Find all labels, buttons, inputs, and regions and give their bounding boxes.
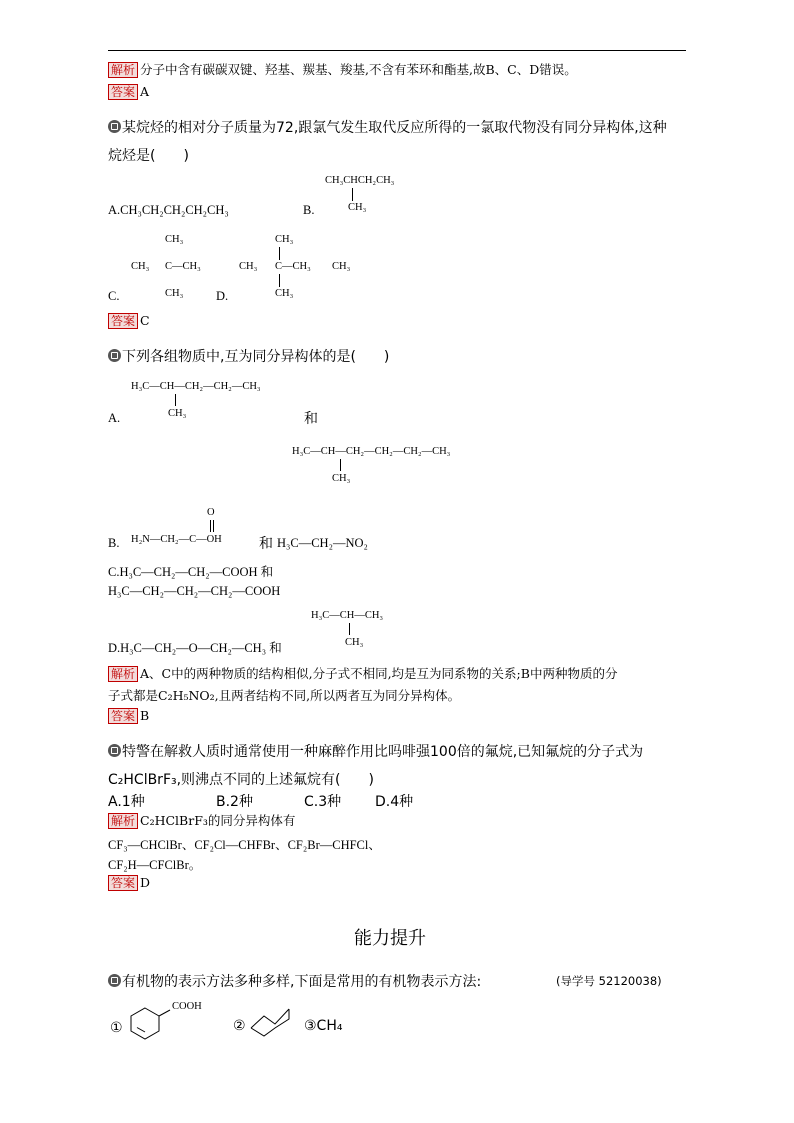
option-c-left: CH₃: [131, 261, 150, 272]
bond-line: [279, 274, 280, 287]
analysis-line: [108, 813, 295, 829]
option-d-top: CH₃: [275, 234, 294, 245]
option-d: D.4种: [375, 794, 414, 810]
option-a: A.CH₃CH₂CH₂CH₂CH₃: [108, 203, 229, 217]
option-d-bottom: CH₃: [275, 288, 294, 299]
analysis-tag: 解析: [108, 813, 138, 829]
option-a-branch-2: CH₃: [332, 473, 351, 484]
option-b-molecule-2: H₃C—CH₂—NO₂: [277, 536, 368, 550]
question-stem-cont: C₂HClBrF₃,则沸点不同的上述氟烷有( ): [108, 772, 374, 788]
cyclohexane-chair-icon: [248, 1000, 294, 1040]
bond-line: [340, 459, 341, 471]
answer-tag: 答案: [108, 313, 138, 329]
option-d-branch: CH₃: [345, 637, 364, 648]
analysis-text: C₂HClBrF₃的同分异构体有: [140, 813, 296, 828]
option-b-molecule-1: H₂N—CH₂—C—OH: [131, 534, 222, 545]
analysis-line: [108, 62, 577, 78]
bond-line: [279, 247, 280, 260]
option-b-formula: CH₃CHCH₂CH₃: [325, 175, 395, 186]
analysis-text: 分子中含有碳碳双键、羟基、羰基、羧基,不含有苯环和酯基,故B、C、D错误。: [140, 62, 577, 77]
option-d-text: D.H₃C—CH₂—O—CH₂—CH₃ 和: [108, 641, 282, 655]
answer-tag: 答案: [108, 84, 138, 100]
option-a-chain: H₃C—CH—CH₂—CH₂—CH₃: [131, 381, 261, 392]
double-bond-line: [213, 520, 214, 532]
analysis-cont: 子式都是C₂H₅NO₂,且两者结构不同,所以两者互为同分异构体。: [108, 688, 461, 703]
bond-line: [352, 188, 353, 201]
reference-number: (导学号 52120038): [556, 974, 662, 988]
and-label: 和: [259, 536, 273, 552]
benzene-ring-icon: [128, 1006, 176, 1040]
question-stem-cont: 烷烃是( ): [108, 148, 189, 164]
question-icon: [108, 974, 121, 987]
section-title: 能力提升: [354, 928, 426, 949]
option-b-branch: CH₃: [348, 202, 367, 213]
answer-line: [108, 313, 150, 329]
answer-value: C: [140, 313, 150, 328]
bond-line: [349, 623, 350, 635]
option-d-label: D.: [216, 289, 229, 303]
option-c-line-2: H₃C—CH₂—CH₂—CH₂—COOH: [108, 584, 281, 598]
answer-line: [108, 875, 150, 891]
option-a: A.1种: [108, 794, 145, 810]
answer-tag: 答案: [108, 875, 138, 891]
option-d-chain: H₃C—CH—CH₃: [311, 610, 384, 621]
option-a-label: A.: [108, 411, 121, 425]
double-bond-line: [210, 520, 211, 532]
analysis-line: [108, 666, 617, 682]
option-b-label: B.: [108, 536, 120, 550]
analysis-cont: CF₂H—CFClBr。: [108, 858, 202, 872]
option-c-bottom: CH₃: [165, 288, 184, 299]
question-stem: 有机物的表示方法多种多样,下面是常用的有机物表示方法:: [108, 971, 481, 991]
analysis-text: A、C中的两种物质的结构相似,分子式不相同,均是互为同系物的关系;B中两种物质的分: [140, 666, 618, 681]
answer-value: B: [140, 708, 150, 723]
answer-tag: 答案: [108, 708, 138, 724]
question-stem: 某烷烃的相对分子质量为72,跟氯气发生取代反应所得的一氯取代物没有同分异构体,这种: [108, 117, 667, 137]
item-1-label: ①: [110, 1020, 123, 1036]
option-b: B.2种: [216, 794, 253, 810]
answer-value: A: [140, 84, 150, 99]
carboxyl-group: COOH: [172, 1001, 202, 1012]
question-icon: [108, 120, 121, 133]
item-3-label: ③CH₄: [304, 1018, 343, 1034]
option-c-line-1: C.H₃C—CH₂—CH₂—COOH 和: [108, 565, 274, 579]
analysis-tag: 解析: [108, 62, 138, 78]
option-b-label: B.: [303, 203, 315, 217]
option-a-branch: CH₃: [168, 408, 187, 419]
option-c-center: C—CH₃: [165, 261, 201, 272]
option-a-chain-2: H₃C—CH—CH₂—CH₂—CH₂—CH₃: [292, 446, 451, 457]
option-d-left: CH₃: [239, 261, 258, 272]
option-c-label: C.: [108, 289, 120, 303]
question-icon: [108, 349, 121, 362]
answer-value: D: [140, 875, 151, 890]
question-stem: 下列各组物质中,互为同分异构体的是( ): [108, 346, 389, 366]
question-stem: 特警在解救人质时通常使用一种麻醉作用比吗啡强100倍的氟烷,已知氟烷的分子式为: [108, 741, 643, 761]
option-d-right: CH₃: [332, 261, 351, 272]
option-c: C.3种: [304, 794, 342, 810]
analysis-tag: 解析: [108, 666, 138, 682]
bond-line: [175, 394, 176, 406]
carbonyl-oxygen: O: [207, 507, 215, 518]
answer-line: [108, 708, 149, 724]
item-2-label: ②: [233, 1018, 246, 1034]
analysis-cont: CF₃—CHClBr、CF₂Cl—CHFBr、CF₂Br—CHFCl、: [108, 838, 381, 852]
option-c-top: CH₃: [165, 234, 184, 245]
question-icon: [108, 744, 121, 757]
header-rule: [108, 50, 686, 51]
and-label: 和: [304, 411, 318, 427]
option-d-center: C—CH₃: [275, 261, 311, 272]
answer-line: [108, 84, 149, 100]
